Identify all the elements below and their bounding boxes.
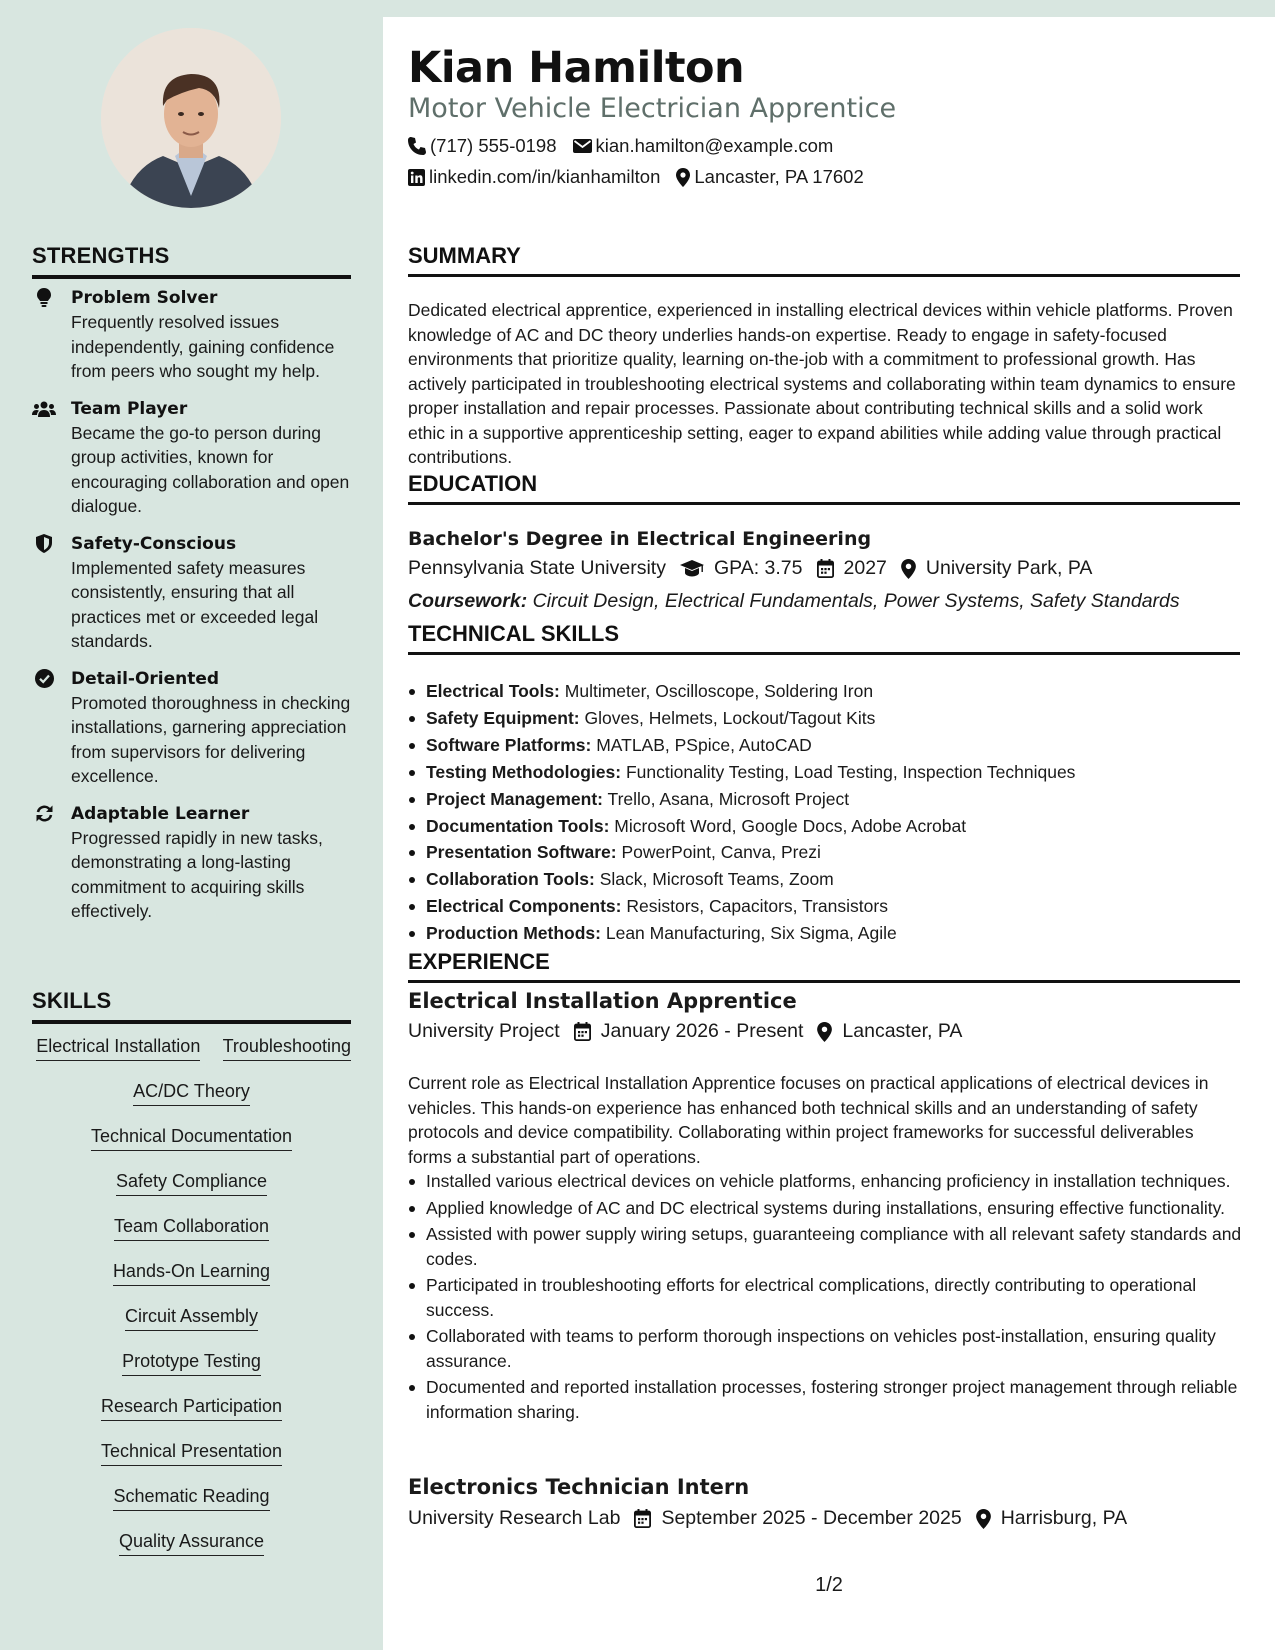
map-pin-icon — [901, 559, 916, 579]
skill-tag: Troubleshooting — [223, 1033, 351, 1061]
linkedin-contact[interactable] — [408, 166, 660, 188]
list-item — [408, 839, 1243, 866]
skill-value: Microsoft Word, Google Docs, Adobe Acrobat — [614, 815, 967, 836]
year-text: 2027 — [843, 557, 887, 579]
list-item — [408, 786, 1243, 813]
summary-text: Dedicated electrical apprentice, experienced in installing electrical devices within vehicle platforms. Proven knowledge of AC and DC theory underlies hands-on expertise. Ready to engage in safety-focused environments that prioritize quality, learning on-the-job with a commitment to professional growth. Has actively participated in troubleshooting electrical systems and collaborating within team dynamics to ensure proper installation and repair processes. Passionate about contributing technical skills and a solid work ethic in a supportive apprenticeship setting, eager to expand abilities while adding value through practical contributions. — [408, 300, 1236, 467]
skill-tag: Electrical Installation — [36, 1033, 200, 1061]
phone-icon — [408, 137, 426, 155]
strength-item — [32, 667, 357, 789]
job-dates: September 2025 - December 2025 — [661, 1507, 962, 1529]
school-name: Pennsylvania State University — [408, 557, 666, 579]
strength-desc: Progressed rapidly in new tasks, demonstrating a long-lasting commitment to acquiring skills effectively. — [71, 827, 323, 921]
skill-label: Project Management: — [426, 788, 603, 809]
skill-label: Electrical Components: — [426, 896, 622, 917]
check-circle-icon — [32, 668, 56, 690]
list-item — [408, 678, 1243, 705]
refresh-icon — [32, 803, 56, 825]
strength-title: Problem Solver — [71, 288, 218, 308]
strength-desc: Frequently resolved issues independently, gaining confidence from peers who sought my help. — [71, 312, 335, 381]
job-description: Current role as Electrical Installation Apprentice focuses on practical applications of electrical devices in vehicles. This hands-on experience has enhanced both technical skills and an understanding of safety protocols and device compatibility. Collaborating within project frameworks for successful deliverables forms a substantial part of operations. — [408, 1073, 1209, 1167]
strength-title: Detail-Oriented — [71, 668, 220, 689]
education-meta — [408, 557, 1106, 580]
strengths-list — [32, 286, 357, 937]
email-contact[interactable] — [573, 135, 834, 157]
skill-tag: Technical Presentation — [101, 1438, 282, 1466]
contact-row-2 — [408, 166, 880, 188]
skill-tag: Research Participation — [101, 1393, 282, 1421]
skill-label: Safety Equipment: — [426, 707, 580, 728]
skills-list — [32, 1033, 351, 1573]
technical-skills-heading: TECHNICAL SKILLS — [408, 621, 1240, 655]
sidebar — [0, 0, 383, 1650]
list-item: Installed various electrical devices on vehicle platforms, enhancing proficiency in installation techniques. — [408, 1169, 1243, 1194]
job-location-item — [817, 1020, 962, 1043]
gpa-item — [680, 557, 803, 580]
job-dates-item — [574, 1020, 804, 1043]
skill-label: Production Methods: — [426, 923, 601, 944]
skill-tag: Prototype Testing — [122, 1348, 261, 1376]
skill-tag: Safety Compliance — [116, 1168, 267, 1196]
linkedin-text: linkedin.com/in/kianhamilton — [429, 166, 661, 187]
strength-title: Safety-Conscious — [71, 533, 237, 554]
job-title: Electrical Installation Apprentice — [408, 989, 797, 1013]
edu-location-text: University Park, PA — [925, 557, 1093, 579]
profile-photo — [101, 28, 281, 208]
strength-item — [32, 397, 357, 519]
main-content — [383, 17, 1275, 1650]
skill-label: Electrical Tools: — [426, 681, 560, 701]
skill-tag: Technical Documentation — [91, 1123, 292, 1151]
skill-value: Slack, Microsoft Teams, Zoom — [599, 869, 834, 890]
list-item — [408, 893, 1243, 920]
shield-icon — [32, 533, 56, 555]
list-item — [408, 920, 1243, 947]
skill-tag: Team Collaboration — [114, 1213, 269, 1241]
job-dates-item — [634, 1507, 961, 1530]
strength-title: Team Player — [71, 398, 188, 419]
job-location: Harrisburg, PA — [1000, 1507, 1128, 1529]
skill-label: Collaboration Tools: — [426, 869, 595, 890]
job-bullets — [408, 1169, 1243, 1426]
list-item — [408, 705, 1243, 732]
list-item: Documented and reported installation processes, fostering stronger project management through reliable information sharing. — [408, 1375, 1243, 1424]
skill-tag: AC/DC Theory — [133, 1078, 250, 1106]
coursework-line — [408, 590, 1180, 613]
map-pin-icon — [976, 1509, 991, 1529]
job-title-header: Motor Vehicle Electrician Apprentice — [408, 93, 897, 124]
summary-heading: SUMMARY — [408, 243, 1240, 277]
envelope-icon — [573, 139, 592, 153]
strength-title: Adaptable Learner — [71, 803, 250, 824]
strengths-heading: STRENGTHS — [32, 243, 351, 279]
page-number: 1/2 — [815, 1574, 843, 1596]
list-item: Collaborated with teams to perform thorough inspections on vehicles post-installation, ensuring quality assurance. — [408, 1324, 1243, 1373]
job-org: University Research Lab — [408, 1507, 621, 1529]
linkedin-icon — [408, 169, 425, 186]
job-location-item — [976, 1507, 1127, 1530]
phone-contact — [408, 135, 557, 157]
skill-tag: Hands-On Learning — [113, 1258, 270, 1286]
calendar-icon — [574, 1022, 591, 1041]
skill-tag: Circuit Assembly — [125, 1303, 258, 1331]
skill-value: Trello, Asana, Microsoft Project — [607, 788, 850, 809]
skill-label: Testing Methodologies: — [426, 761, 622, 782]
list-item: Participated in troubleshooting efforts for electrical complications, directly contributing to operational success. — [408, 1273, 1243, 1322]
skills-heading: SKILLS — [32, 988, 351, 1024]
skill-value: Multimeter, Oscilloscope, Soldering Iron — [564, 681, 874, 701]
strength-desc: Became the go-to person during group activities, known for encouraging collaboration and open dialogue. — [71, 422, 350, 516]
job-meta — [408, 1507, 1141, 1530]
map-pin-icon — [676, 168, 690, 187]
graduation-cap-icon — [680, 560, 704, 577]
job-title: Electronics Technician Intern — [408, 1475, 750, 1499]
degree-title: Bachelor's Degree in Electrical Engineering — [408, 528, 872, 550]
skill-value: Functionality Testing, Load Testing, Inspection Techniques — [625, 761, 1076, 782]
job-dates: January 2026 - Present — [600, 1020, 804, 1042]
calendar-icon — [817, 559, 834, 578]
skill-label: Presentation Software: — [426, 842, 617, 863]
list-item — [408, 759, 1243, 786]
location-text: Lancaster, PA 17602 — [694, 166, 864, 187]
list-item — [408, 813, 1243, 840]
skill-value: PowerPoint, Canva, Prezi — [621, 842, 821, 863]
gpa-text: GPA: 3.75 — [713, 557, 803, 579]
skill-value: Gloves, Helmets, Lockout/Tagout Kits — [584, 707, 876, 728]
coursework-text: Circuit Design, Electrical Fundamentals, Power Systems, Safety Standards — [532, 590, 1180, 612]
calendar-icon — [634, 1509, 651, 1528]
map-pin-icon — [817, 1022, 832, 1042]
job-meta — [408, 1020, 976, 1043]
job-location: Lancaster, PA — [842, 1020, 963, 1042]
skill-value: Resistors, Capacitors, Transistors — [626, 896, 888, 917]
technical-skills-list — [408, 678, 1243, 947]
strength-desc: Implemented safety measures consistently, ensuring that all practices met or exceeded legal standards. — [71, 557, 319, 651]
skill-value: MATLAB, PSpice, AutoCAD — [596, 734, 812, 755]
candidate-name: Kian Hamilton — [408, 43, 745, 93]
coursework-label: Coursework: — [408, 590, 528, 612]
lightbulb-icon — [32, 287, 56, 309]
edu-location-item — [901, 557, 1093, 580]
job-org: University Project — [408, 1020, 560, 1042]
contact-row-1 — [408, 135, 849, 157]
list-item: Assisted with power supply wiring setups, guaranteeing compliance with all relevant safety standards and codes. — [408, 1222, 1243, 1271]
list-item: Applied knowledge of AC and DC electrical systems during installations, ensuring effective functionality. — [408, 1196, 1243, 1221]
strength-item — [32, 286, 357, 384]
skill-label: Documentation Tools: — [426, 815, 610, 836]
strength-desc: Promoted thoroughness in checking installations, garnering appreciation from supervisors for delivering excellence. — [71, 692, 351, 786]
phone-text: (717) 555-0198 — [430, 135, 557, 156]
skill-label: Software Platforms: — [426, 734, 592, 755]
location-contact — [676, 166, 863, 188]
skill-value: Lean Manufacturing, Six Sigma, Agile — [605, 923, 897, 944]
users-icon — [32, 398, 56, 420]
skill-tag: Schematic Reading — [113, 1483, 269, 1511]
education-heading: EDUCATION — [408, 471, 1240, 505]
list-item — [408, 866, 1243, 893]
email-text: kian.hamilton@example.com — [595, 135, 834, 156]
list-item — [408, 732, 1243, 759]
strength-item — [32, 532, 357, 654]
year-item — [817, 557, 887, 580]
skill-tag: Quality Assurance — [119, 1528, 264, 1556]
strength-item — [32, 802, 357, 924]
experience-heading: EXPERIENCE — [408, 949, 1240, 983]
